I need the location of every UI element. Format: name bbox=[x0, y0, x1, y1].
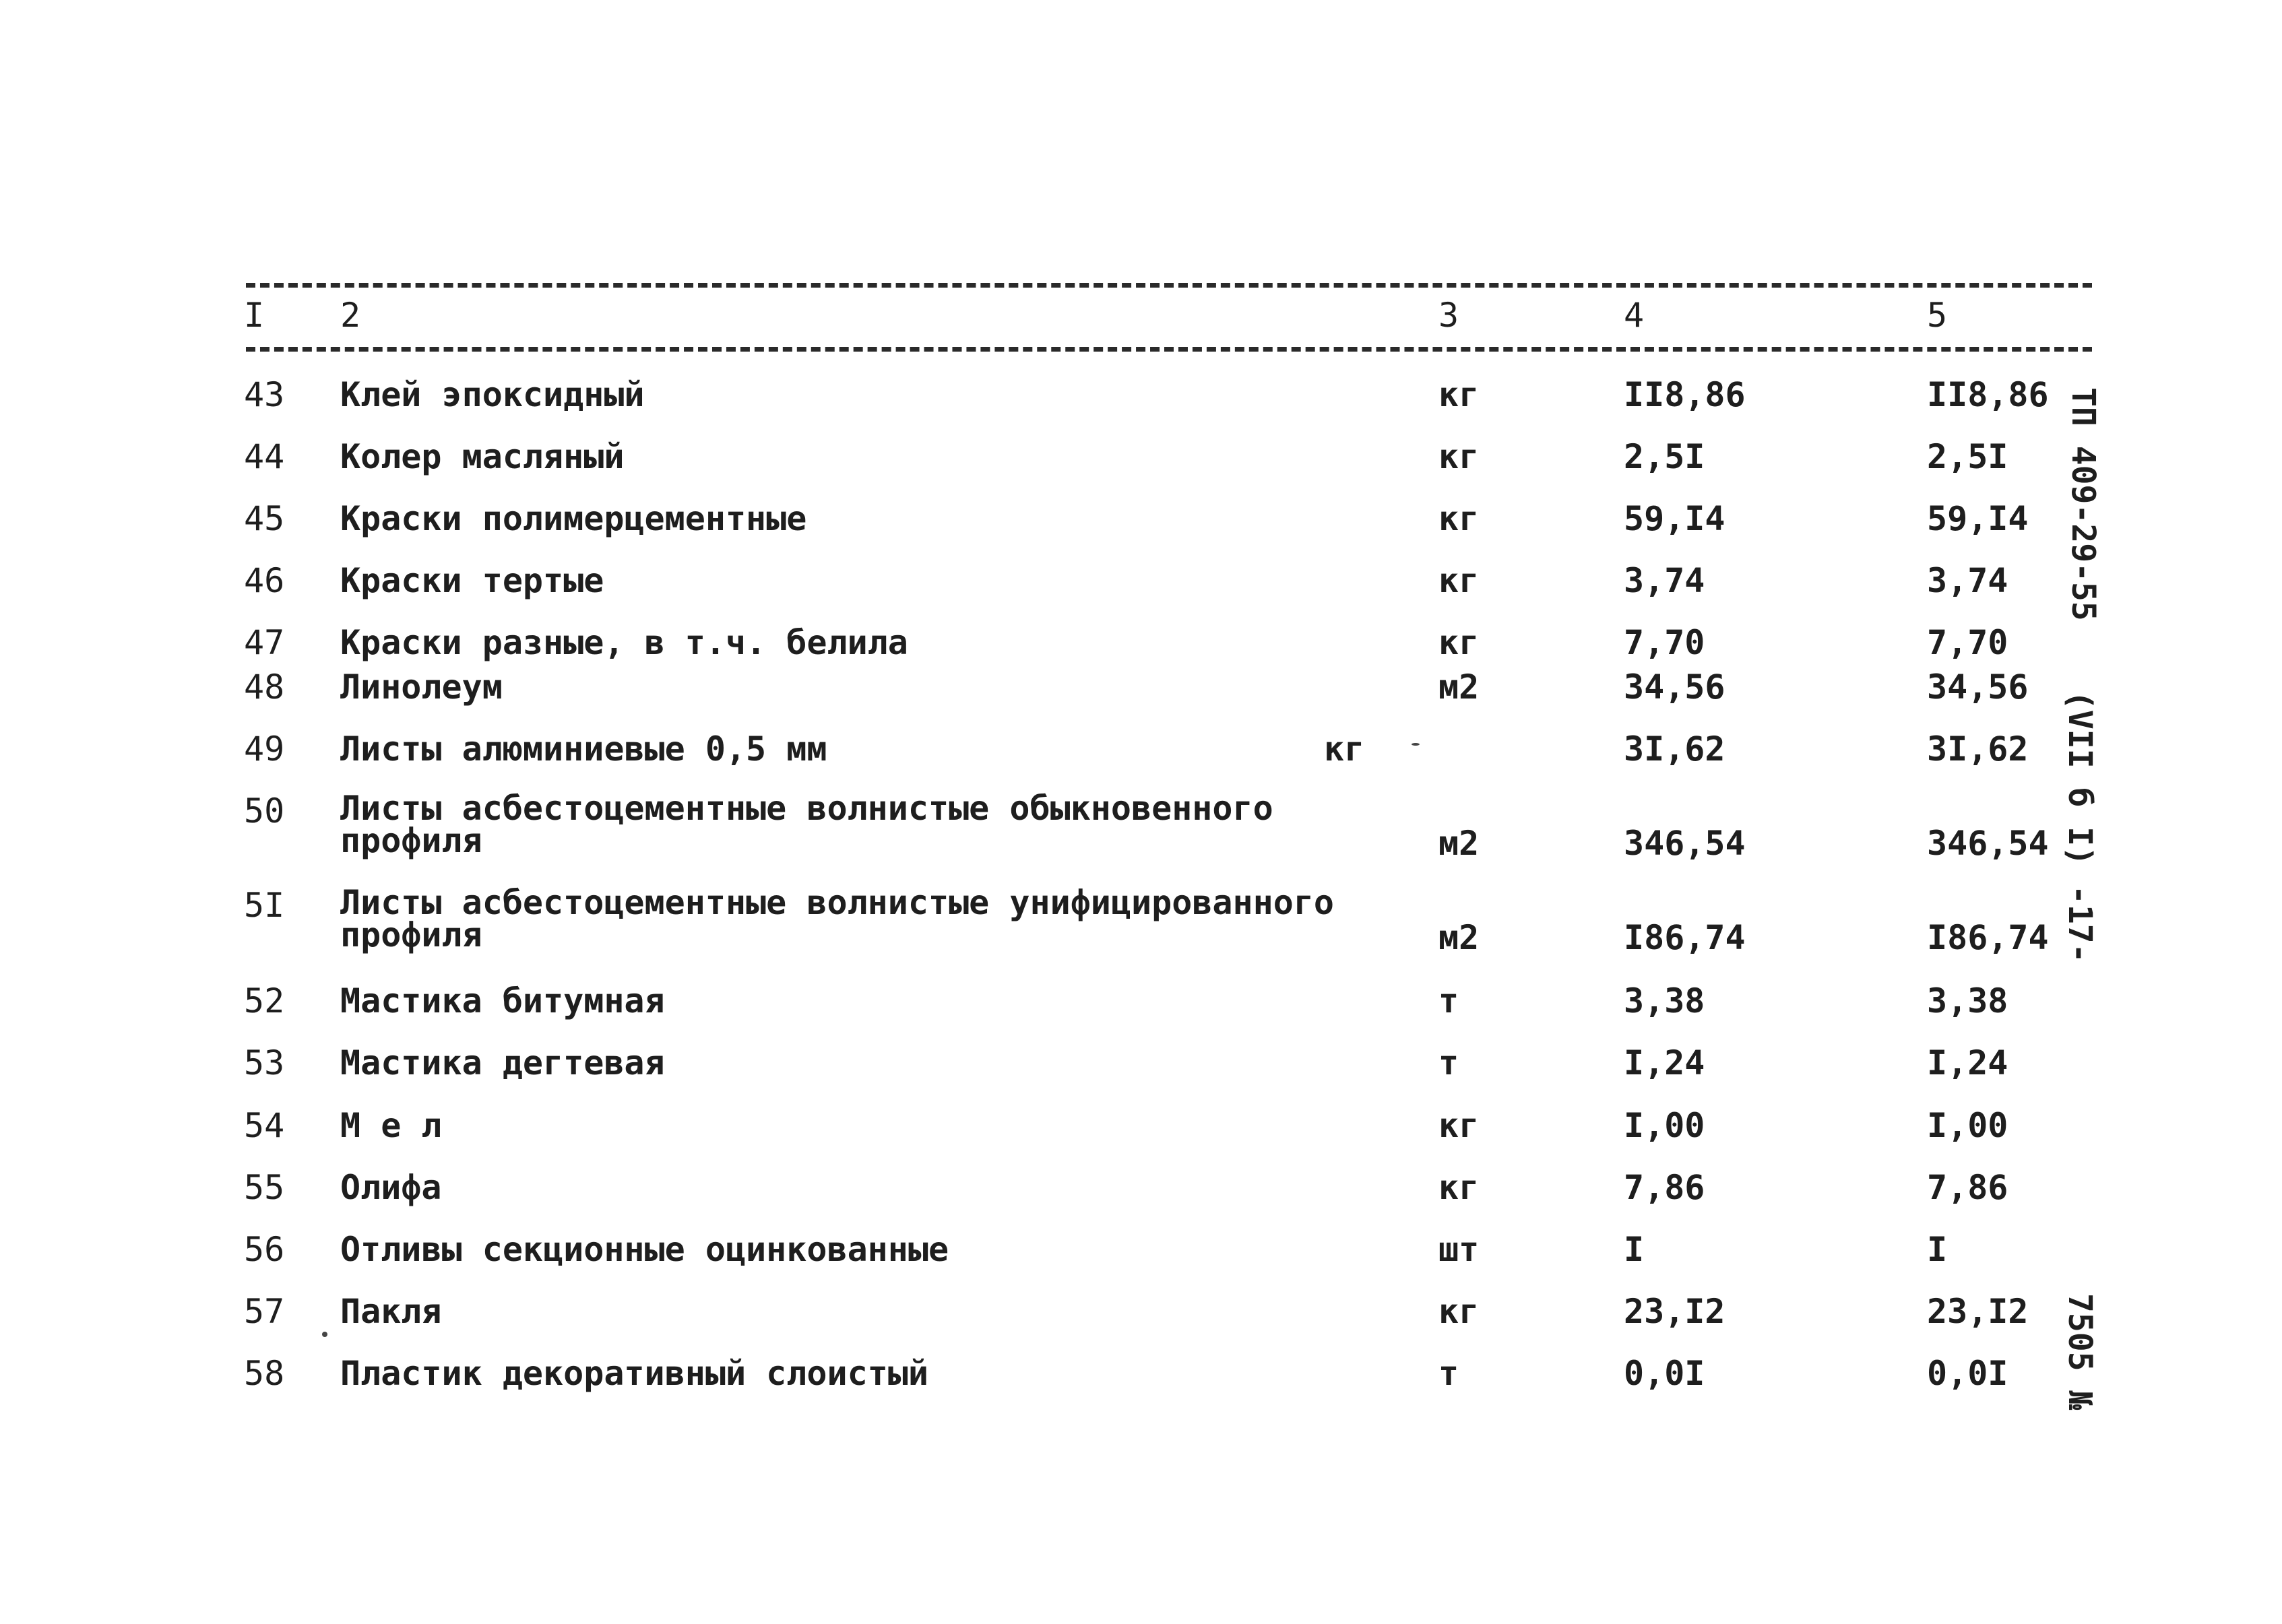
table-row bbox=[0, 438, 2282, 492]
unit: кг bbox=[1438, 561, 1480, 600]
side-section-page: (VII б I) -17- bbox=[2061, 690, 2099, 963]
unit: кг bbox=[1438, 623, 1480, 662]
row-number: 48 bbox=[244, 668, 285, 707]
quantity-col-4: 3,74 bbox=[1624, 561, 1705, 600]
unit: кг bbox=[1438, 375, 1480, 414]
row-number: 56 bbox=[244, 1230, 285, 1269]
material-name: Клей эпоксидный bbox=[340, 375, 645, 414]
table-row bbox=[0, 1231, 2282, 1285]
quantity-col-5: I,00 bbox=[1927, 1106, 2008, 1145]
table-row bbox=[0, 668, 2282, 722]
quantity-col-4: 59,I4 bbox=[1624, 499, 1725, 538]
quantity-col-4: 0,0I bbox=[1624, 1354, 1705, 1393]
table-header-rule bbox=[246, 347, 2092, 352]
quantity-col-4: 346,54 bbox=[1624, 824, 1746, 863]
table-row bbox=[0, 883, 2282, 981]
material-name: Краски разные, в т.ч. белила bbox=[340, 623, 908, 662]
quantity-col-5: 346,54 bbox=[1927, 824, 2049, 863]
material-name-line-1: Листы асбестоцементные волнистые унифицированного bbox=[340, 883, 1335, 922]
material-name: Отливы секционные оцинкованные bbox=[340, 1230, 949, 1269]
quantity-col-4: 34,56 bbox=[1624, 668, 1725, 707]
table-row bbox=[0, 1044, 2282, 1098]
quantity-col-5: 34,56 bbox=[1927, 668, 2029, 707]
row-number: 57 bbox=[244, 1292, 285, 1331]
material-name: Мастика дегтевая bbox=[340, 1043, 665, 1082]
header-col-3: 3 bbox=[1438, 296, 1459, 335]
row-number: 52 bbox=[244, 981, 285, 1020]
quantity-col-4: II8,86 bbox=[1624, 375, 1746, 414]
row-number: 53 bbox=[244, 1043, 285, 1082]
table-row bbox=[0, 376, 2282, 430]
quantity-col-4: 23,I2 bbox=[1624, 1292, 1725, 1331]
quantity-col-4: 7,86 bbox=[1624, 1168, 1705, 1207]
quantity-col-5: 0,0I bbox=[1927, 1354, 2008, 1393]
header-col-2: 2 bbox=[340, 296, 361, 335]
quantity-col-4: 2,5I bbox=[1624, 437, 1705, 476]
material-name bbox=[340, 883, 1335, 954]
row-number: 49 bbox=[244, 729, 285, 769]
material-name: Пакля bbox=[340, 1292, 442, 1331]
unit: кг bbox=[1324, 729, 1365, 769]
row-number: 50 bbox=[244, 791, 285, 831]
table-top-rule bbox=[246, 283, 2092, 288]
quantity-col-5: 7,86 bbox=[1927, 1168, 2008, 1207]
unit: т bbox=[1438, 1043, 1459, 1082]
quantity-col-5: II8,86 bbox=[1927, 375, 2049, 414]
table-header bbox=[0, 296, 2282, 350]
row-number: 54 bbox=[244, 1106, 285, 1145]
quantity-col-5: 3,38 bbox=[1927, 981, 2008, 1020]
unit: кг bbox=[1438, 1168, 1480, 1207]
unit: шт bbox=[1438, 1230, 1480, 1269]
quantity-col-4: I,00 bbox=[1624, 1106, 1705, 1145]
material-name: Листы алюминиевые 0,5 мм bbox=[340, 729, 827, 769]
material-name: Линолеум bbox=[340, 668, 503, 707]
header-col-4: 4 bbox=[1624, 296, 1645, 335]
quantity-col-5: I bbox=[1927, 1230, 1948, 1269]
unit: м2 bbox=[1438, 668, 1480, 707]
quantity-col-4: I,24 bbox=[1624, 1043, 1705, 1082]
table-row bbox=[0, 982, 2282, 1036]
material-name: Мастика битумная bbox=[340, 981, 665, 1020]
unit: кг bbox=[1438, 499, 1480, 538]
table-row bbox=[0, 1169, 2282, 1223]
row-number: 46 bbox=[244, 561, 285, 600]
material-name-line-1: Листы асбестоцементные волнистые обыкновенного bbox=[340, 789, 1273, 828]
table-row bbox=[0, 789, 2282, 886]
unit: т bbox=[1438, 981, 1459, 1020]
row-number: 55 bbox=[244, 1168, 285, 1207]
table-row bbox=[0, 1107, 2282, 1161]
table-row bbox=[0, 1355, 2282, 1408]
table-row bbox=[0, 730, 2282, 784]
quantity-col-5: 2,5I bbox=[1927, 437, 2008, 476]
side-document-code: ТП 409-29-55 bbox=[2064, 387, 2102, 621]
material-name-line-2: профиля bbox=[340, 915, 482, 954]
quantity-col-4: 7,70 bbox=[1624, 623, 1705, 662]
material-name bbox=[340, 789, 1273, 860]
quantity-col-5: 3I,62 bbox=[1927, 729, 2029, 769]
side-inventory-number: 7505 № bbox=[2061, 1293, 2099, 1410]
quantity-col-4: I bbox=[1624, 1230, 1645, 1269]
header-col-1: I bbox=[244, 296, 265, 335]
quantity-col-4: I86,74 bbox=[1624, 918, 1746, 957]
quantity-col-5: I,24 bbox=[1927, 1043, 2008, 1082]
quantity-col-5: 23,I2 bbox=[1927, 1292, 2029, 1331]
quantity-col-5: 3,74 bbox=[1927, 561, 2008, 600]
header-col-5: 5 bbox=[1927, 296, 1948, 335]
material-name: Пластик декоративный слоистый bbox=[340, 1354, 928, 1393]
table-row bbox=[0, 1293, 2282, 1346]
material-name: Краски полимерцементные bbox=[340, 499, 807, 538]
row-number: 44 bbox=[244, 437, 285, 476]
material-name: М е л bbox=[340, 1106, 442, 1145]
row-number: 58 bbox=[244, 1354, 285, 1393]
scan-speck bbox=[1412, 743, 1420, 746]
material-name: Олифа bbox=[340, 1168, 442, 1207]
unit: кг bbox=[1438, 1292, 1480, 1331]
material-name-line-2: профиля bbox=[340, 821, 482, 860]
row-number: 47 bbox=[244, 623, 285, 662]
quantity-col-5: I86,74 bbox=[1927, 918, 2049, 957]
unit: м2 bbox=[1438, 824, 1480, 863]
quantity-col-5: 7,70 bbox=[1927, 623, 2008, 662]
row-number: 43 bbox=[244, 375, 285, 414]
quantity-col-4: 3,38 bbox=[1624, 981, 1705, 1020]
quantity-col-4: 3I,62 bbox=[1624, 729, 1725, 769]
material-name: Колер масляный bbox=[340, 437, 625, 476]
unit: кг bbox=[1438, 437, 1480, 476]
table-row bbox=[0, 500, 2282, 554]
quantity-col-5: 59,I4 bbox=[1927, 499, 2029, 538]
unit: кг bbox=[1438, 1106, 1480, 1145]
row-number: 5I bbox=[244, 886, 285, 925]
unit: т bbox=[1438, 1354, 1459, 1393]
row-number: 45 bbox=[244, 499, 285, 538]
scan-speck bbox=[322, 1332, 327, 1337]
table-row bbox=[0, 562, 2282, 616]
unit: м2 bbox=[1438, 918, 1480, 957]
material-name: Краски тертые bbox=[340, 561, 604, 600]
